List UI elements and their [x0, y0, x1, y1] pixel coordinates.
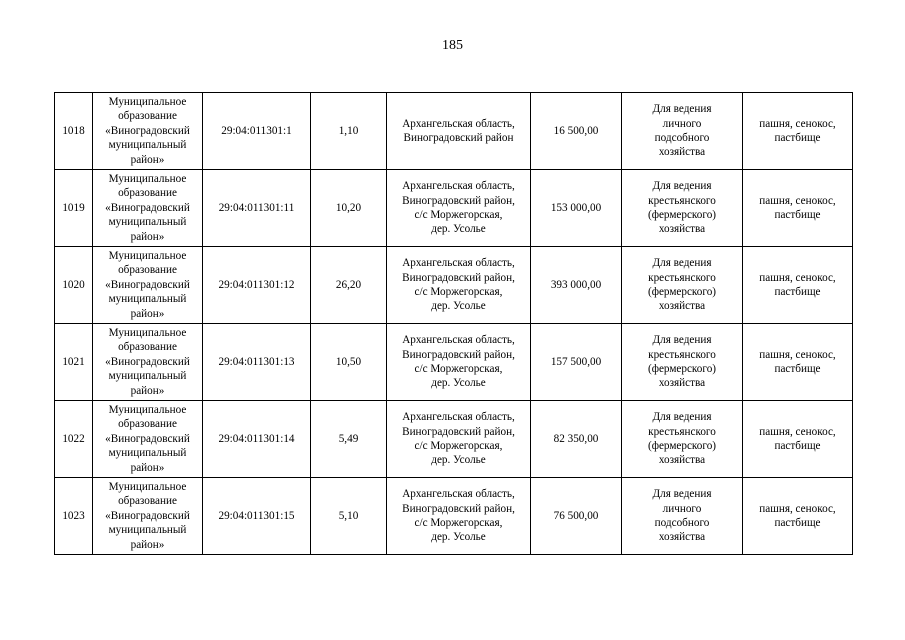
price-cell: 157 500,00: [531, 324, 622, 401]
area-cell: 5,49: [311, 401, 387, 478]
purpose-cell-line: Для ведения: [652, 334, 712, 347]
address-cell-line: Виноградовский район: [403, 132, 514, 144]
owner-cell-line: муниципальный: [108, 216, 187, 229]
address-cell: [387, 401, 531, 478]
purpose-cell: [622, 401, 743, 478]
purpose-cell-line: хозяйства: [658, 146, 706, 159]
owner-cell-line: район»: [130, 153, 165, 166]
owner-cell-line: образование: [118, 418, 177, 431]
land-use-cell-line: пастбище: [774, 517, 821, 529]
cadastral-number-cell: 29:04:011301:1: [203, 93, 311, 170]
address-cell-line: Виноградовский район,: [402, 502, 515, 515]
address-cell: [387, 478, 531, 555]
land-use-cell-line: пашня, сенокос,: [759, 271, 836, 284]
address-cell-line: Виноградовский район,: [402, 348, 515, 361]
address-cell-line: Архангельская область,: [402, 257, 515, 270]
owner-cell-line: район»: [130, 307, 165, 320]
cadastral-number-cell: 29:04:011301:11: [203, 170, 311, 247]
owner-cell-line: «Виноградовский: [105, 278, 190, 291]
address-cell-line: Архангельская область,: [402, 334, 515, 347]
land-use-cell: [743, 247, 853, 324]
address-cell-line: дер. Усолье: [431, 300, 486, 313]
address-cell-line: с/с Моржегорская,: [414, 363, 503, 375]
purpose-cell-line: личного: [662, 502, 702, 515]
table-row: [55, 170, 853, 247]
address-cell-line: с/с Моржегорская,: [414, 209, 503, 221]
owner-cell-line: Муниципальное: [108, 172, 187, 185]
area-cell: 1,10: [311, 93, 387, 170]
owner-cell-line: образование: [118, 110, 177, 123]
address-cell: [387, 93, 531, 170]
land-use-cell: [743, 93, 853, 170]
row-number-cell: 1021: [55, 324, 93, 401]
land-use-cell-line: пастбище: [774, 363, 821, 375]
purpose-cell-line: (фермерского): [647, 286, 717, 298]
address-cell-line: с/с Моржегорская,: [414, 286, 503, 298]
address-cell: [387, 324, 531, 401]
land-use-cell: [743, 324, 853, 401]
owner-cell-line: муниципальный: [108, 370, 187, 383]
owner-cell-line: Муниципальное: [108, 403, 187, 416]
area-cell: 26,20: [311, 247, 387, 324]
owner-cell-line: «Виноградовский: [105, 355, 190, 368]
owner-cell-line: Муниципальное: [108, 480, 187, 493]
purpose-cell-line: подсобного: [654, 132, 710, 144]
address-cell-line: дер. Усолье: [431, 223, 486, 236]
owner-cell: [93, 401, 203, 478]
owner-cell-line: район»: [130, 461, 165, 474]
table-body: [55, 93, 853, 555]
owner-cell-line: район»: [130, 538, 165, 551]
address-cell-line: Архангельская область,: [402, 488, 515, 501]
address-cell: [387, 170, 531, 247]
purpose-cell-line: хозяйства: [658, 377, 706, 390]
purpose-cell-line: (фермерского): [647, 440, 717, 452]
owner-cell-line: образование: [118, 341, 177, 354]
row-number-cell: 1019: [55, 170, 93, 247]
owner-cell-line: «Виноградовский: [105, 124, 190, 137]
purpose-cell-line: Для ведения: [652, 257, 712, 270]
table-row: [55, 247, 853, 324]
owner-cell-line: муниципальный: [108, 139, 187, 152]
land-use-cell-line: пашня, сенокос,: [759, 194, 836, 207]
address-cell-line: дер. Усолье: [431, 531, 486, 544]
owner-cell: [93, 478, 203, 555]
owner-cell-line: образование: [118, 264, 177, 277]
land-use-cell: [743, 478, 853, 555]
purpose-cell: [622, 324, 743, 401]
table-row: [55, 324, 853, 401]
purpose-cell-line: крестьянского: [648, 425, 716, 438]
owner-cell-line: «Виноградовский: [105, 201, 190, 214]
purpose-cell-line: хозяйства: [658, 300, 706, 313]
address-cell-line: Виноградовский район,: [402, 194, 515, 207]
owner-cell-line: Муниципальное: [108, 95, 187, 108]
row-number-cell: 1023: [55, 478, 93, 555]
purpose-cell-line: крестьянского: [648, 348, 716, 361]
owner-cell: [93, 247, 203, 324]
purpose-cell: [622, 93, 743, 170]
owner-cell-line: муниципальный: [108, 293, 187, 306]
cadastral-number-cell: 29:04:011301:14: [203, 401, 311, 478]
owner-cell-line: Муниципальное: [108, 249, 187, 262]
purpose-cell-line: (фермерского): [647, 209, 717, 221]
address-cell-line: с/с Моржегорская,: [414, 440, 503, 452]
purpose-cell-line: крестьянского: [648, 194, 716, 207]
purpose-cell-line: Для ведения: [652, 180, 712, 193]
purpose-cell-line: Для ведения: [652, 488, 712, 501]
purpose-cell-line: (фермерского): [647, 363, 717, 375]
purpose-cell-line: Для ведения: [652, 103, 712, 116]
land-use-cell-line: пашня, сенокос,: [759, 425, 836, 438]
purpose-cell-line: хозяйства: [658, 223, 706, 236]
address-cell-line: с/с Моржегорская,: [414, 517, 503, 529]
address-cell-line: Виноградовский район,: [402, 425, 515, 438]
land-use-cell-line: пастбище: [774, 440, 821, 452]
purpose-cell-line: Для ведения: [652, 411, 712, 424]
price-cell: 82 350,00: [531, 401, 622, 478]
land-use-cell: [743, 170, 853, 247]
owner-cell: [93, 93, 203, 170]
purpose-cell: [622, 170, 743, 247]
address-cell-line: дер. Усолье: [431, 454, 486, 467]
address-cell-line: Архангельская область,: [402, 117, 515, 130]
land-use-cell-line: пастбище: [774, 286, 821, 298]
address-cell: [387, 247, 531, 324]
cadastral-number-cell: 29:04:011301:12: [203, 247, 311, 324]
row-number-cell: 1022: [55, 401, 93, 478]
owner-cell-line: район»: [130, 384, 165, 397]
owner-cell: [93, 170, 203, 247]
address-cell-line: Архангельская область,: [402, 180, 515, 193]
purpose-cell-line: личного: [662, 117, 702, 130]
cadastral-number-cell: 29:04:011301:13: [203, 324, 311, 401]
area-cell: 10,20: [311, 170, 387, 247]
owner-cell-line: образование: [118, 187, 177, 200]
page-number: 185: [442, 38, 463, 53]
purpose-cell-line: подсобного: [654, 517, 710, 529]
land-use-cell-line: пастбище: [774, 132, 821, 144]
cadastral-number-cell: 29:04:011301:15: [203, 478, 311, 555]
land-use-cell-line: пастбище: [774, 209, 821, 221]
price-cell: 393 000,00: [531, 247, 622, 324]
address-cell-line: дер. Усолье: [431, 377, 486, 390]
row-number-cell: 1018: [55, 93, 93, 170]
purpose-cell: [622, 247, 743, 324]
price-cell: 153 000,00: [531, 170, 622, 247]
owner-cell-line: образование: [118, 495, 177, 508]
land-use-cell-line: пашня, сенокос,: [759, 117, 836, 130]
area-cell: 10,50: [311, 324, 387, 401]
table-row: [55, 401, 853, 478]
land-plots-table: [54, 92, 853, 555]
land-use-cell: [743, 401, 853, 478]
table-row: [55, 93, 853, 170]
owner-cell-line: муниципальный: [108, 447, 187, 460]
price-cell: 16 500,00: [531, 93, 622, 170]
row-number-cell: 1020: [55, 247, 93, 324]
land-use-cell-line: пашня, сенокос,: [759, 348, 836, 361]
purpose-cell: [622, 478, 743, 555]
owner-cell-line: Муниципальное: [108, 326, 187, 339]
purpose-cell-line: хозяйства: [658, 531, 706, 544]
owner-cell-line: «Виноградовский: [105, 432, 190, 445]
purpose-cell-line: крестьянского: [648, 271, 716, 284]
land-use-cell-line: пашня, сенокос,: [759, 502, 836, 515]
address-cell-line: Виноградовский район,: [402, 271, 515, 284]
owner-cell-line: «Виноградовский: [105, 509, 190, 522]
price-cell: 76 500,00: [531, 478, 622, 555]
owner-cell-line: муниципальный: [108, 524, 187, 537]
purpose-cell-line: хозяйства: [658, 454, 706, 467]
owner-cell: [93, 324, 203, 401]
address-cell-line: Архангельская область,: [402, 411, 515, 424]
area-cell: 5,10: [311, 478, 387, 555]
owner-cell-line: район»: [130, 230, 165, 243]
table-row: [55, 478, 853, 555]
